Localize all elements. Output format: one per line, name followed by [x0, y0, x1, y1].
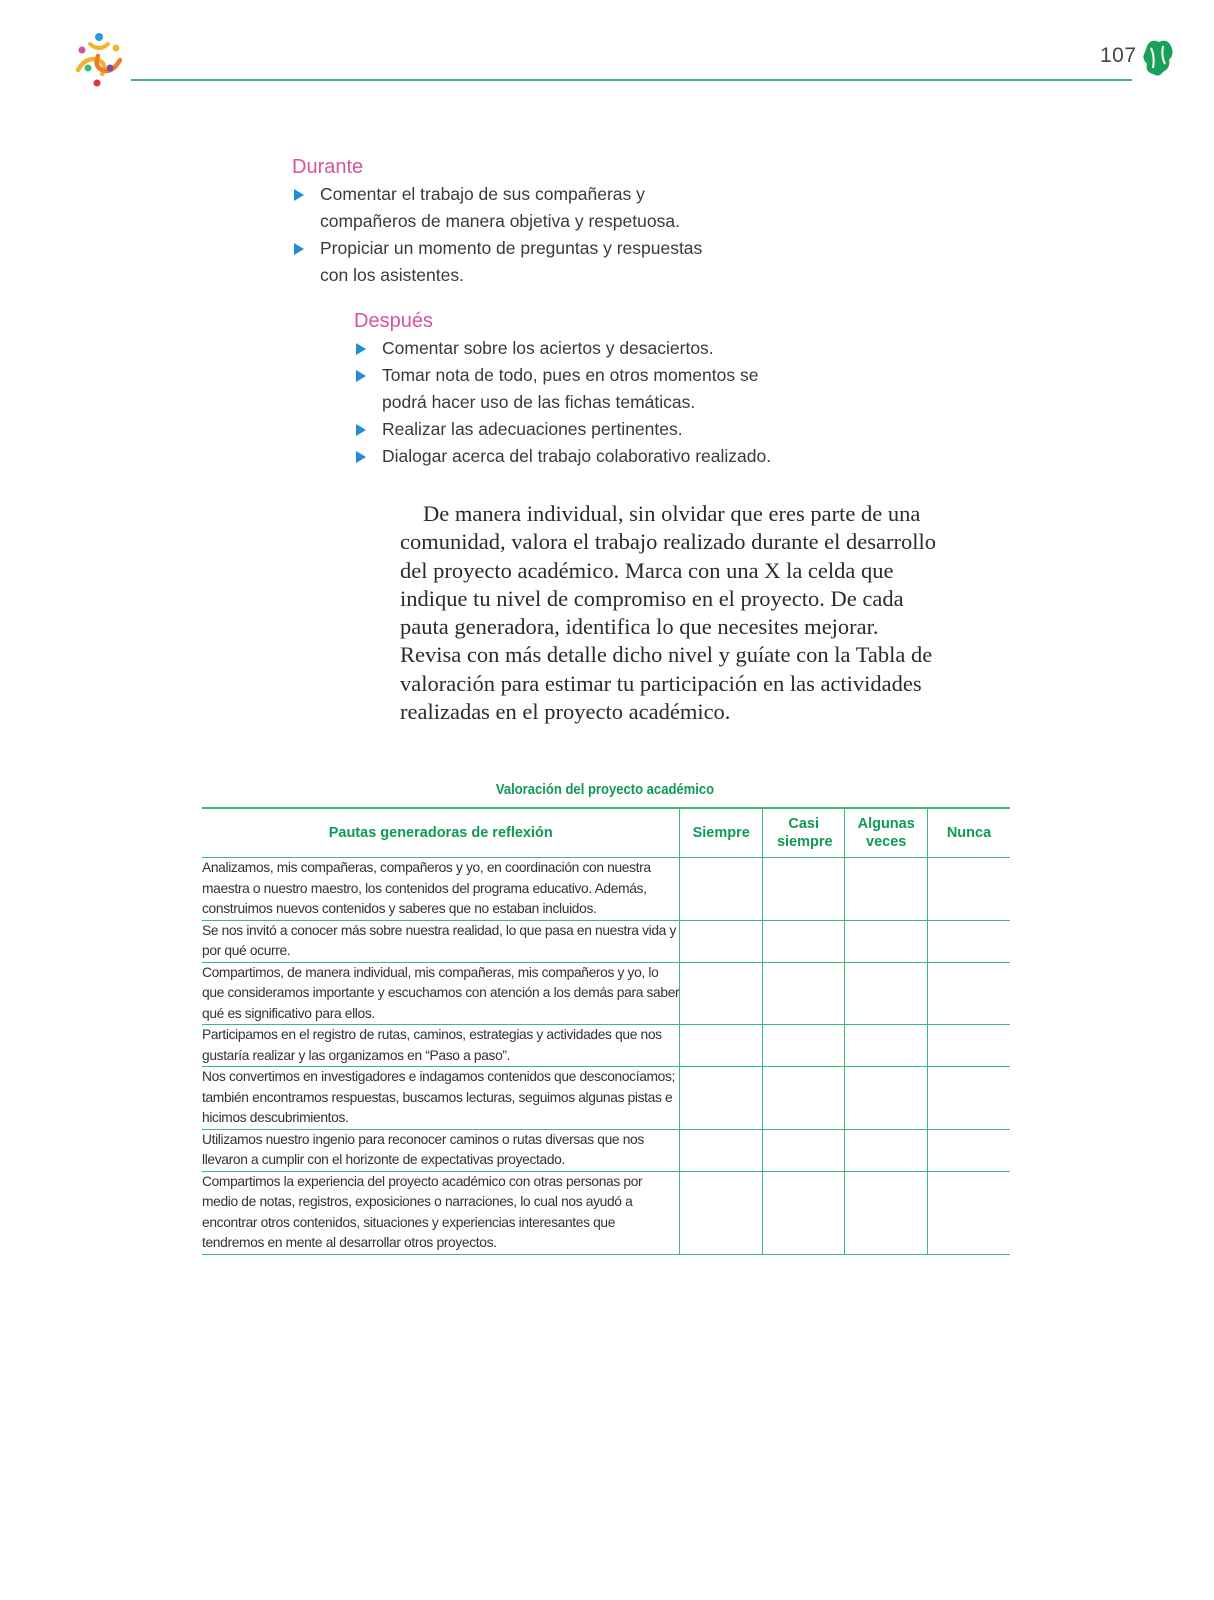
durante-list: [292, 181, 712, 289]
list-item: [292, 181, 712, 235]
list-item: [354, 443, 814, 470]
list-item: [354, 416, 814, 443]
cell-algunas-veces[interactable]: [845, 1067, 928, 1130]
list-item-text: Tomar nota de todo, pues en otros momentos se podrá hacer uso de las fichas temáticas.: [382, 365, 759, 412]
table-caption: Valoración del proyecto académico: [495, 782, 715, 798]
bullet-arrow-icon: [294, 189, 304, 201]
table-row: [202, 1129, 1010, 1171]
cell-casi-siempre[interactable]: [762, 1171, 845, 1254]
cell-casi-siempre[interactable]: [762, 920, 845, 962]
section-durante: [292, 156, 712, 289]
cell-casi-siempre[interactable]: [762, 962, 845, 1025]
table-row: [202, 1171, 1010, 1254]
column-header-siempre: Siempre: [680, 808, 763, 858]
list-item: [354, 362, 792, 416]
despues-list: [354, 335, 814, 470]
cell-algunas-veces[interactable]: [845, 920, 928, 962]
cell-casi-siempre[interactable]: [762, 1025, 845, 1067]
cell-siempre[interactable]: [680, 920, 763, 962]
cell-nunca[interactable]: [927, 858, 1010, 921]
evaluation-table: [202, 807, 1010, 1255]
list-item-text: Realizar las adecuaciones pertinentes.: [382, 419, 683, 439]
row-statement: Analizamos, mis compañeras, compañeros y yo, en coordinación con nuestra maestra o nuestro maestro, los contenidos del programa educativo. Además, construimos nuevos contenidos y saberes que no estaban incluidos.: [202, 858, 680, 921]
cell-siempre[interactable]: [680, 962, 763, 1025]
bullet-arrow-icon: [294, 243, 304, 255]
list-item-text: Comentar sobre los aciertos y desaciertos.: [382, 338, 714, 358]
bullet-arrow-icon: [356, 451, 366, 463]
table-header-row: [202, 808, 1010, 858]
cell-nunca[interactable]: [927, 1025, 1010, 1067]
list-item-text: Propiciar un momento de preguntas y respuestas con los asistentes.: [320, 238, 703, 285]
row-statement: Compartimos la experiencia del proyecto académico con otras personas por medio de notas, registros, exposiciones o narraciones, lo cual nos ayudó a encontrar otros contenidos, situaciones y experiencias interesantes que tendremos en mente al desarrollar otros proyectos.: [202, 1171, 680, 1254]
column-header-casi-siempre: Casi siempre: [762, 808, 845, 858]
cell-nunca[interactable]: [927, 1171, 1010, 1254]
cell-algunas-veces[interactable]: [845, 962, 928, 1025]
cell-nunca[interactable]: [927, 920, 1010, 962]
table-row: [202, 1067, 1010, 1130]
header-rule: [131, 79, 1132, 81]
page-number: 107: [1100, 44, 1137, 67]
cell-algunas-veces[interactable]: [845, 858, 928, 921]
cell-casi-siempre[interactable]: [762, 1067, 845, 1130]
green-leaf-icon: [1141, 38, 1175, 78]
list-item-text: Dialogar acerca del trabajo colaborativo realizado.: [382, 446, 772, 466]
table-row: [202, 920, 1010, 962]
cell-nunca[interactable]: [927, 962, 1010, 1025]
instructions-paragraph: De manera individual, sin olvidar que eres parte de una comunidad, valora el trabajo realizado durante el desarrollo del proyecto académico. Marca con una X la celda que indique tu nivel de compromiso en el proyecto. De cada pauta generadora, identifica lo que necesites mejorar. Revisa con más detalle dicho nivel y guíate con la Tabla de valoración para estimar tu participación en las actividades realizadas en el proyecto académico.: [400, 501, 937, 725]
row-statement: Participamos en el registro de rutas, caminos, estrategias y actividades que nos gustaría realizar y las organizamos en “Paso a paso”.: [202, 1025, 680, 1067]
bullet-arrow-icon: [356, 343, 366, 355]
cell-siempre[interactable]: [680, 1025, 763, 1067]
table-row: [202, 858, 1010, 921]
cell-algunas-veces[interactable]: [845, 1171, 928, 1254]
row-statement: Compartimos, de manera individual, mis compañeras, mis compañeros y yo, lo que consideramos importante y escuchamos con atención a los demás para saber qué es significativo para ellos.: [202, 962, 680, 1025]
cell-casi-siempre[interactable]: [762, 1129, 845, 1171]
list-item: [354, 335, 814, 362]
cell-algunas-veces[interactable]: [845, 1025, 928, 1067]
cell-siempre[interactable]: [680, 1067, 763, 1130]
cell-casi-siempre[interactable]: [762, 858, 845, 921]
column-header-algunas-veces: Algunas veces: [845, 808, 928, 858]
list-item: [292, 235, 712, 289]
list-item-text: Comentar el trabajo de sus compañeras y compañeros de manera objetiva y respetuosa.: [320, 184, 680, 231]
cell-siempre[interactable]: [680, 858, 763, 921]
row-statement: Utilizamos nuestro ingenio para reconocer caminos o rutas diversas que nos llevaron a cumplir con el horizonte de expectativas proyectado.: [202, 1129, 680, 1171]
bullet-arrow-icon: [356, 370, 366, 382]
cell-nunca[interactable]: [927, 1067, 1010, 1130]
column-header-nunca: Nunca: [927, 808, 1010, 858]
table-row: [202, 1025, 1010, 1067]
section-title-durante: Durante: [292, 156, 364, 178]
bullet-arrow-icon: [356, 424, 366, 436]
section-title-despues: Después: [354, 310, 433, 332]
cell-siempre[interactable]: [680, 1171, 763, 1254]
cell-algunas-veces[interactable]: [845, 1129, 928, 1171]
row-statement: Se nos invitó a conocer más sobre nuestra realidad, lo que pasa en nuestra vida y por qué ocurre.: [202, 920, 680, 962]
cell-siempre[interactable]: [680, 1129, 763, 1171]
row-statement: Nos convertimos en investigadores e indagamos contenidos que desconocíamos; también encontramos respuestas, buscamos lecturas, seguimos algunas pistas e hicimos descubrimientos.: [202, 1067, 680, 1130]
cell-nunca[interactable]: [927, 1129, 1010, 1171]
column-header-pautas: Pautas generadoras de reflexión: [202, 808, 680, 858]
section-despues: [354, 310, 814, 470]
community-logo-icon: [68, 30, 132, 90]
table-row: [202, 962, 1010, 1025]
